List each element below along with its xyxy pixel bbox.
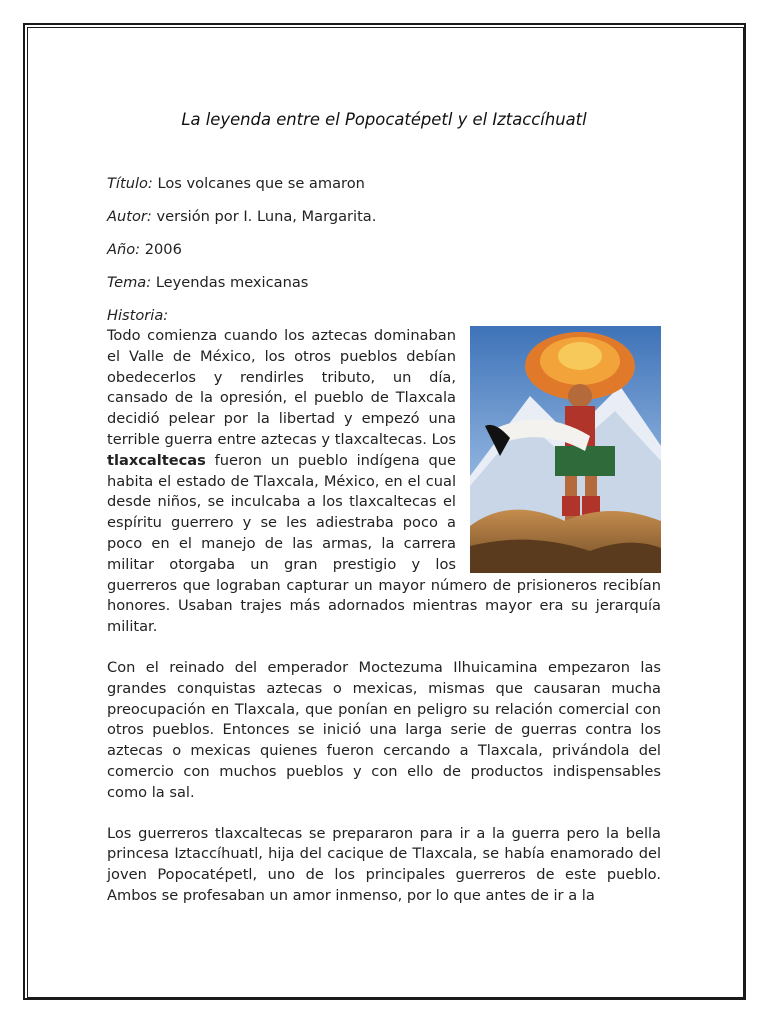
meta-titulo-label: Título: (107, 175, 153, 192)
paragraph-1-part-1: Todo comienza cuando los aztecas dominaban el Valle de México, los otros pueblos debían obedecerlos y rendirles tributo, un día, cansado de la opresión, el pueblo de Tlaxcala decidió pelear por la libertad y empezó una terrible guerra entre aztecas y tlaxcaltecas. (107, 327, 456, 448)
document-body (107, 105, 661, 907)
meta-titulo-value: Los volcanes que se amaron (157, 175, 365, 192)
document-title: La leyenda entre el Popocatépetl y el Iztaccíhuatl (181, 110, 587, 129)
paragraph-1-los: Los (431, 430, 456, 448)
meta-titulo (107, 174, 661, 194)
historia-label: Historia: (107, 307, 169, 324)
paragraph-3: Los guerreros tlaxcaltecas se prepararon para ir a la guerra pero la bella princesa Iztaccíhuatl, hija del cacique de Tlaxcala, se había enamorado del joven Popocatépetl, uno de los principales guerreros de este pueblo. Ambos se profesaban un amor inmenso, por lo que antes de ir a la (107, 824, 661, 904)
paragraph-1-part-2: fueron un pueblo indígena que habita el estado de Tlaxcala, México, en el cual desde niños, se inculcaba a los tlaxcaltecas el espíritu guerrero y se les adiestraba poco a poco en el manejo de las armas, la carrera militar otorgaba un gran prestigio y los guerreros que lograban capturar un mayor número de prisioneros recibían honores. Usaban trajes más adornados mientras mayor era su jerarquía militar. (107, 451, 661, 636)
meta-anio-label: Año: (107, 241, 141, 258)
meta-tema (107, 273, 661, 293)
meta-tema-value: Leyendas mexicanas (155, 274, 309, 291)
meta-autor-value: versión por I. Luna, Margarita. (156, 208, 377, 225)
meta-autor (107, 207, 661, 227)
meta-anio (107, 240, 661, 260)
illustration-figure (470, 326, 661, 573)
meta-autor-label: Autor: (107, 208, 152, 225)
paragraph-2: Con el reinado del emperador Moctezuma Ilhuicamina empezaron las grandes conquistas aztecas o mexicas, mismas que causaran mucha preocupación en Tlaxcala, que ponían en peligro su relación comercial con otros pueblos. Entonces se inició una larga serie de guerras contra los aztecas o mexicas quienes fueron cercando a Tlaxcala, privándola del comercio con muchos pueblos y con ello de productos indispensables como la sal. (107, 658, 661, 801)
paragraph-1-bold: tlaxcaltecas (107, 451, 206, 469)
meta-tema-label: Tema: (107, 274, 152, 291)
aztec-warrior-illustration (470, 326, 661, 573)
meta-anio-value: 2006 (144, 241, 182, 258)
